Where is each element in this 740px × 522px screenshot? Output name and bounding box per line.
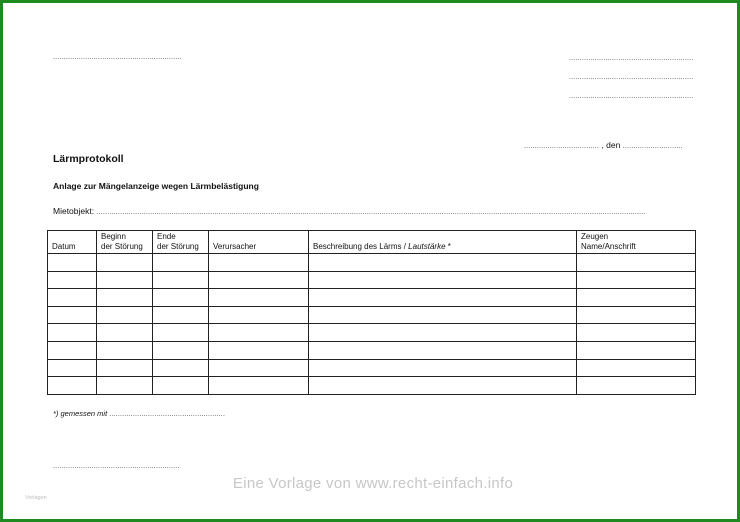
table-cell[interactable] <box>153 359 209 377</box>
table-cell[interactable] <box>48 341 97 359</box>
mietobjekt-dots: ................................................................................................................................................................................................................................................................ <box>96 209 646 216</box>
table-cell[interactable] <box>48 359 97 377</box>
table-cell[interactable] <box>48 254 97 272</box>
document-subtitle: Anlage zur Mängelanzeige wegen Lärmbelästigung <box>53 181 259 191</box>
signature-line: ........................................................... <box>53 463 180 470</box>
table-cell[interactable] <box>97 324 153 342</box>
date-dots: ............................ <box>622 143 683 150</box>
table-row <box>48 341 696 359</box>
table-cell[interactable] <box>153 289 209 307</box>
date-separator: , den <box>601 140 621 150</box>
table-cell[interactable] <box>577 289 696 307</box>
table-cell[interactable] <box>309 341 577 359</box>
table-cell[interactable] <box>309 359 577 377</box>
table-row <box>48 324 696 342</box>
table-cell[interactable] <box>309 324 577 342</box>
table-cell[interactable] <box>309 289 577 307</box>
footnote-dots: ...................................................... <box>109 411 226 418</box>
table-cell[interactable] <box>209 341 309 359</box>
table-cell[interactable] <box>97 341 153 359</box>
sender-address-line: ............................................................ <box>53 54 182 61</box>
column-header-beginn: Beginn der Störung <box>97 231 153 254</box>
table-row <box>48 306 696 324</box>
table-cell[interactable] <box>153 254 209 272</box>
place-date-line <box>524 140 683 150</box>
table-cell[interactable] <box>309 254 577 272</box>
footnote <box>53 409 225 418</box>
recipient-address-line-2: .......................................................... <box>569 74 694 81</box>
table-cell[interactable] <box>309 306 577 324</box>
table-cell[interactable] <box>577 271 696 289</box>
recipient-address-line-3: .......................................................... <box>569 93 694 100</box>
table-cell[interactable] <box>48 324 97 342</box>
table-cell[interactable] <box>153 306 209 324</box>
column-header-datum: Datum <box>48 231 97 254</box>
table-cell[interactable] <box>209 324 309 342</box>
table-cell[interactable] <box>97 377 153 395</box>
table-cell[interactable] <box>153 341 209 359</box>
table-cell[interactable] <box>209 289 309 307</box>
table-cell[interactable] <box>97 306 153 324</box>
table-cell[interactable] <box>577 341 696 359</box>
column-header-verursacher: Verursacher <box>209 231 309 254</box>
corner-label: Vorlagen <box>25 495 47 501</box>
table-row <box>48 254 696 272</box>
column-header-zeugen: Zeugen Name/Anschrift <box>577 231 696 254</box>
table-cell[interactable] <box>97 289 153 307</box>
table-cell[interactable] <box>209 271 309 289</box>
noise-log-table <box>47 230 696 395</box>
table-row <box>48 359 696 377</box>
table-cell[interactable] <box>48 306 97 324</box>
column-header-beschreibung: Beschreibung des Lärms / Lautstärke * <box>309 231 577 254</box>
table-cell[interactable] <box>153 271 209 289</box>
place-dots: ................................... <box>524 143 600 150</box>
watermark: Eine Vorlage von www.recht-einfach.info <box>232 475 514 492</box>
table-cell[interactable] <box>209 359 309 377</box>
mietobjekt-line <box>53 206 646 216</box>
table-cell[interactable] <box>577 254 696 272</box>
table-cell[interactable] <box>577 359 696 377</box>
table-cell[interactable] <box>577 324 696 342</box>
table-row <box>48 271 696 289</box>
table-row <box>48 289 696 307</box>
table-cell[interactable] <box>97 271 153 289</box>
table-cell[interactable] <box>209 254 309 272</box>
document-title: Lärmprotokoll <box>53 153 124 165</box>
table-body <box>48 254 696 395</box>
table-cell[interactable] <box>577 306 696 324</box>
table-cell[interactable] <box>209 377 309 395</box>
table-cell[interactable] <box>48 289 97 307</box>
table-row <box>48 377 696 395</box>
table-cell[interactable] <box>309 377 577 395</box>
table-cell[interactable] <box>97 254 153 272</box>
table-cell[interactable] <box>209 306 309 324</box>
mietobjekt-label: Mietobjekt: <box>53 206 95 216</box>
recipient-address-line-1: .......................................................... <box>569 55 694 62</box>
table-cell[interactable] <box>48 377 97 395</box>
column-header-ende: Ende der Störung <box>153 231 209 254</box>
table-cell[interactable] <box>577 377 696 395</box>
table-cell[interactable] <box>153 324 209 342</box>
table-cell[interactable] <box>97 359 153 377</box>
footnote-label: *) gemessen mit <box>53 409 108 418</box>
table-cell[interactable] <box>309 271 577 289</box>
table-cell[interactable] <box>48 271 97 289</box>
table-header-row <box>48 231 696 254</box>
table-cell[interactable] <box>153 377 209 395</box>
